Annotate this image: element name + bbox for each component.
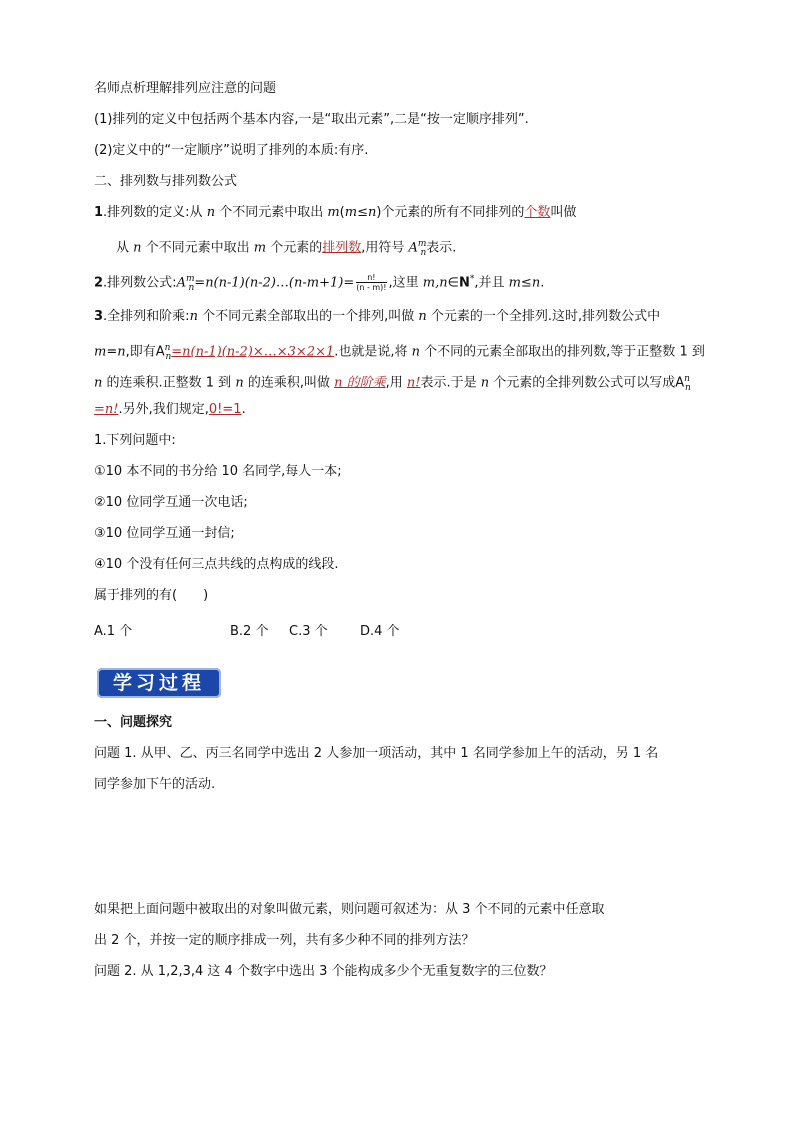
exercise-title: 1.下列问题中: [94,433,176,448]
full-permutation-line-2: m=n,即有$A^n_n=n(n-1)(n-2)\times\dots\times 3\times 2\times 1$.也就是说,将 n 个不同的元素全部取出的排列数,等于正整数 1 到 [94,343,705,362]
full-permutation-line-4: =n!.另外,我们规定,0!=1. [94,402,246,417]
badge-label: 学习过程 [112,672,205,694]
exercise-item-1: ①10 本不同的书分给 10 名同学,每人一本; [94,464,342,479]
note-point-1: (1)排列的定义中包括两个基本内容,一是“取出元素”,二是“按一定顺序排列”. [94,112,529,127]
exercise-item-3: ③10 位同学互通一封信; [94,526,235,541]
item-number: 3 [94,309,104,324]
study-process-badge [97,668,221,698]
note-point-2: (2)定义中的“一定顺序”说明了排列的本质:有序. [94,143,369,158]
definition-line-2: 从 n 个不同元素中取出 m 个元素的排列数,用符号 $A^m_n$表示. [116,239,457,258]
problem-explore-heading: 一、问题探究 [94,715,173,730]
item-number: 1 [94,205,104,220]
full-permutation-line-1: 3.全排列和阶乘:n 个不同元素全部取出的一个排列,叫做 n 个元素的一个全排列.这时,排列数公式中 [94,309,661,324]
choice-c: C.3 个 [289,624,328,639]
underlined-term: 个数 [524,205,551,220]
exercise-item-4: ④10 个没有任何三点共线的点构成的线段. [94,557,339,572]
underlined-formula: =n! [94,402,119,417]
choice-a: A.1 个 [94,624,133,639]
paragraph-line-1: 如果把上面问题中被取出的对象叫做元素，则问题可叙述为：从 3 个不同的元素中任意取 [94,902,605,917]
definition-line-1: 1.排列数的定义:从 n 个不同元素中取出 m(m≤n)个元素的所有不同排列的个数叫做 [94,205,577,220]
underlined-formula: =n(n-1)(n-2)×…×3×2×1 [171,344,335,360]
underlined-term: n! [406,375,421,391]
problem-1-line-1: 问题 1. 从甲、乙、丙三名同学中选出 2 人参加一项活动，其中 1 名同学参加上午的活动，另 1 名 [94,746,659,761]
underlined-term: n 的阶乘 [334,375,386,391]
section-heading-permutation-number: 二、排列数与排列数公式 [94,174,238,189]
factorial-fraction: $\frac{n!}{(n - m)!}$ [356,273,387,293]
exercise-item-2: ②10 位同学互通一次电话; [94,495,248,510]
item-number: 2 [94,275,104,291]
formula-line: 2.排列数公式$:A^m_n=n(n-1)(n-2)\dots(n-m+1)=$ $\frac{n!}{(n - m)!}$ ,这里 m,n∈N*,并且 m≤n. [94,273,545,293]
underlined-term: 排列数 [322,240,362,256]
choice-b: B.2 个 [230,624,269,639]
note-title: 名师点析理解排列应注意的问题 [94,81,277,96]
underlined-formula: 0!=1 [208,402,242,417]
exercise-question: 属于排列的有( ) [94,588,209,603]
choice-d: D.4 个 [360,624,400,639]
full-permutation-line-3: n 的连乘积.正整数 1 到 n 的连乘积,叫做 n 的阶乘,用 n!表示.于是 n 个元素的全排列数公式可以写成$A^n_n$ [94,374,691,393]
problem-1-line-2: 同学参加下午的活动. [94,777,216,792]
problem-2: 问题 2. 从 1,2,3,4 这 4 个数字中选出 3 个能构成多少个无重复数字的三位数？ [94,964,553,979]
paragraph-line-2: 出 2 个，并按一定的顺序排成一列，共有多少种不同的排列方法？ [94,933,475,948]
